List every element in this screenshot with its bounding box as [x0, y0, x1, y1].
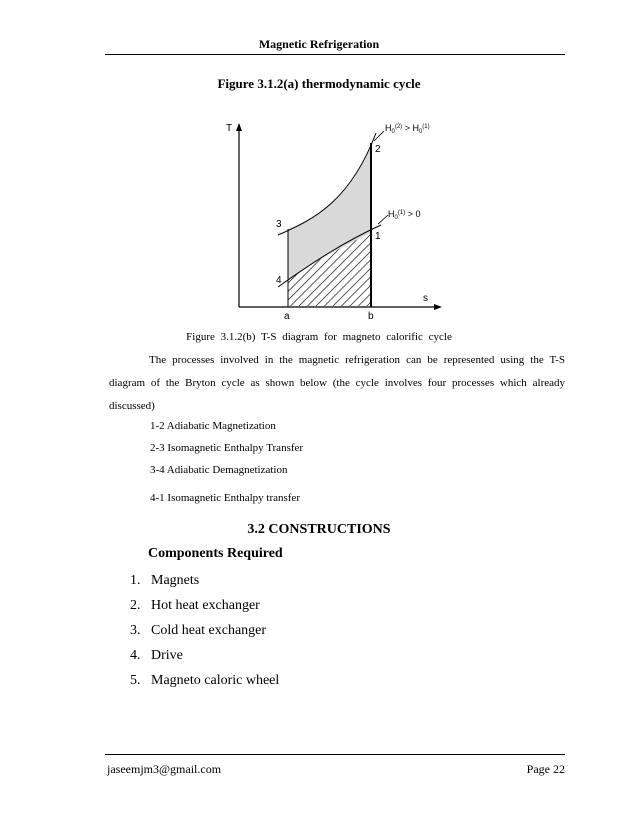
list-label: Drive: [151, 648, 183, 663]
y-axis-arrow: [236, 123, 242, 131]
list-label: Cold heat exchanger: [151, 623, 267, 638]
footer-rule: [105, 754, 565, 755]
point-label-1: 1: [375, 231, 381, 242]
list-label: Magneto caloric wheel: [151, 673, 280, 688]
axis-x-label: s: [423, 293, 428, 304]
page-number: Page 22: [526, 762, 565, 776]
list-number: 1.: [130, 573, 141, 588]
list-item: [130, 623, 266, 639]
list-label: Hot heat exchanger: [151, 598, 260, 613]
leader-lower: [378, 215, 388, 224]
axis-y-label: T: [226, 123, 233, 134]
x-axis-arrow: [434, 304, 442, 310]
point-label-b: b: [368, 311, 374, 322]
point-label-a: a: [284, 311, 290, 322]
list-number: 3.: [130, 623, 141, 638]
components-title: Components Required: [148, 546, 283, 561]
list-number: 4.: [130, 648, 141, 663]
list-item: [130, 598, 260, 614]
process-item: 1-2 Adiabatic Magnetization: [150, 420, 276, 432]
ts-diagram: [216, 117, 456, 327]
label-upper-field: $H_0^{(2)} > H_0^{(1)}$: [385, 123, 430, 135]
list-number: 5.: [130, 673, 141, 688]
body-paragraph: The processes involved in the magnetic refrigeration can be represented using the T-S diagram of the Bryton cycle as shown below (the cycle involves four processes which already discussed): [109, 354, 565, 412]
header-title: Magnetic Refrigeration: [258, 37, 380, 51]
header-rule: [105, 54, 565, 55]
list-label: Magnets: [151, 573, 200, 588]
process-item: 3-4 Adiabatic Demagnetization: [150, 464, 288, 476]
label-lower-field: $H_0^{(1)} > 0$: [388, 209, 421, 221]
point-label-4: 4: [276, 275, 282, 286]
list-item: [130, 648, 183, 664]
point-label-2: 2: [375, 144, 381, 155]
list-item: [130, 673, 279, 689]
figure-a-caption: Figure 3.1.2(a) thermodynamic cycle: [217, 76, 421, 91]
list-number: 2.: [130, 598, 141, 613]
process-item: 2-3 Isomagnetic Enthalpy Transfer: [150, 442, 304, 454]
list-item: [130, 573, 199, 589]
footer-email: jaseemjm3@gmail.com: [107, 762, 222, 776]
section-title: 3.2 CONSTRUCTIONS: [247, 522, 391, 537]
process-item: 4-1 Isomagnetic Enthalpy transfer: [150, 492, 300, 504]
point-label-3: 3: [276, 219, 282, 230]
figure-b-caption: Figure 3.1.2(b) T-S diagram for magneto calorific cycle: [186, 331, 452, 343]
leader-upper: [374, 131, 384, 141]
